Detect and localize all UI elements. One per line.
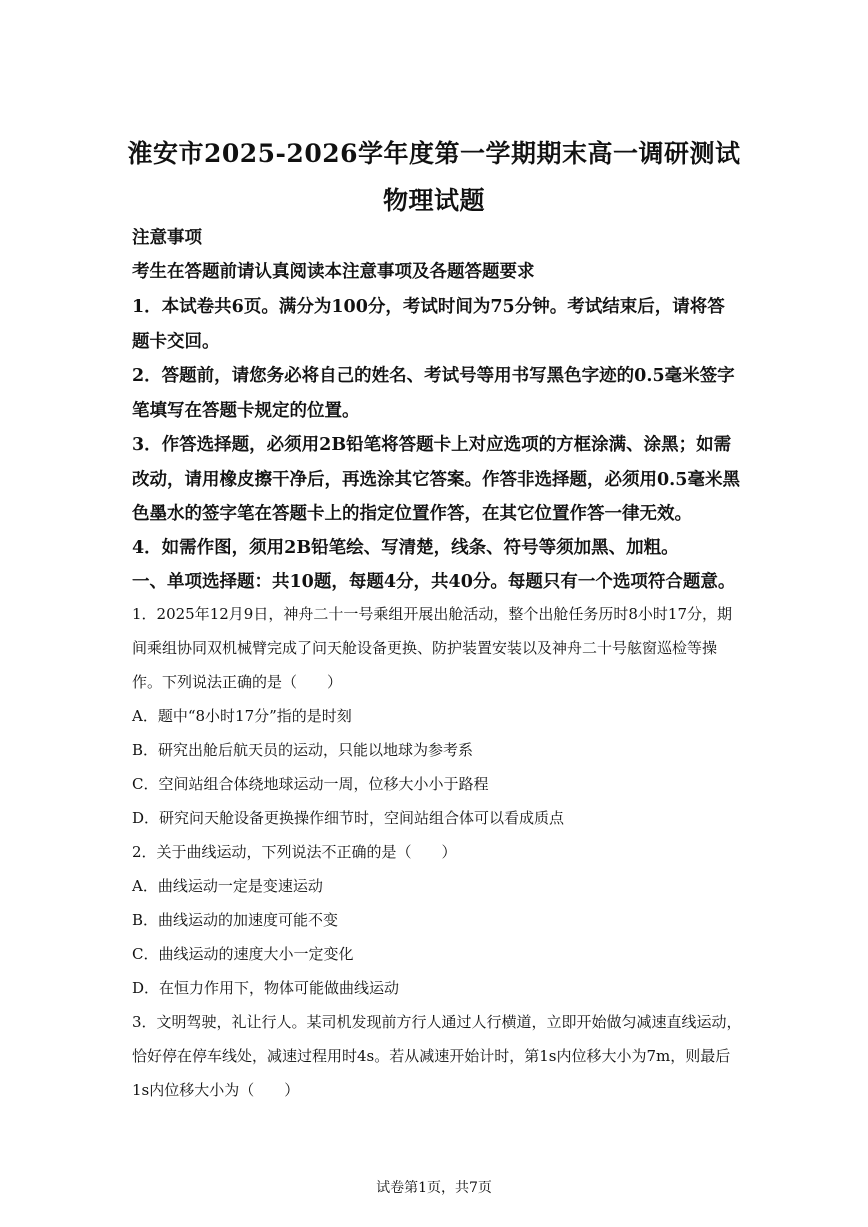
section-heading: 一、单项选择题：共10题，每题4分，共40分。每题只有一个选项符合题意。 <box>132 572 736 592</box>
notice-item: 1．本试卷共6页。满分为100分，考试时间为75分钟。考试结束后，请将答题卡交回。 <box>132 297 725 352</box>
question-option: C．曲线运动的速度大小一定变化 <box>132 945 354 963</box>
question-stem: 1．2025年12月9日，神舟二十一号乘组开展出舱活动，整个出舱任务历时8小时17分，期间乘组协同双机械臂完成了问天舱设备更换、防护装置安装以及神舟二十号舷窗巡检等操作。下列说法正确的是（ ） <box>132 605 732 691</box>
question-option: A．题中“8小时17分”指的是时刻 <box>132 707 352 725</box>
question-option: B．研究出舱后航天员的运动，只能以地球为参考系 <box>132 741 474 759</box>
question-option: D．在恒力作用下，物体可能做曲线运动 <box>132 979 400 997</box>
notice-item: 3．作答选择题，必须用2B铅笔将答题卡上对应选项的方框涂满、涂黑；如需改动，请用橡皮擦干净后，再选涂其它答案。作答非选择题，必须用0.5毫米黑色墨水的签字笔在答题卡上的指定位置作答，在其它位置作答一律无效。 <box>132 435 740 524</box>
exam-subtitle: 物理试题 <box>382 186 485 215</box>
question-option: B．曲线运动的加速度可能不变 <box>132 911 339 929</box>
question-option: A．曲线运动一定是变速运动 <box>132 877 323 895</box>
page-footer: 试卷第1页，共7页 <box>376 1180 492 1196</box>
notice-item: 2．答题前，请您务必将自己的姓名、考试号等用书写黑色字迹的0.5毫米签字笔填写在答题卡规定的位置。 <box>132 366 735 421</box>
question-stem: 3．文明驾驶，礼让行人。某司机发现前方行人通过人行横道，立即开始做匀减速直线运动，恰好停在停车线处，减速过程用时4s。若从减速开始计时，第1s内位移大小为7m，则最后1s内位移大小为（ ） <box>132 1013 742 1099</box>
question-stem: 2．关于曲线运动，下列说法不正确的是（ ） <box>132 843 457 861</box>
notice-intro: 考生在答题前请认真阅读本注意事项及各题答题要求 <box>132 262 535 282</box>
question-option: C．空间站组合体绕地球运动一周，位移大小小于路程 <box>132 775 489 793</box>
exam-title: 淮安市2025-2026学年度第一学期期末高一调研测试 <box>127 139 741 168</box>
notice-heading: 注意事项 <box>132 228 202 248</box>
question-option: D．研究问天舱设备更换操作细节时，空间站组合体可以看成质点 <box>132 809 565 827</box>
notice-item: 4．如需作图，须用2B铅笔绘、写清楚，线条、符号等须加黑、加粗。 <box>132 538 679 558</box>
